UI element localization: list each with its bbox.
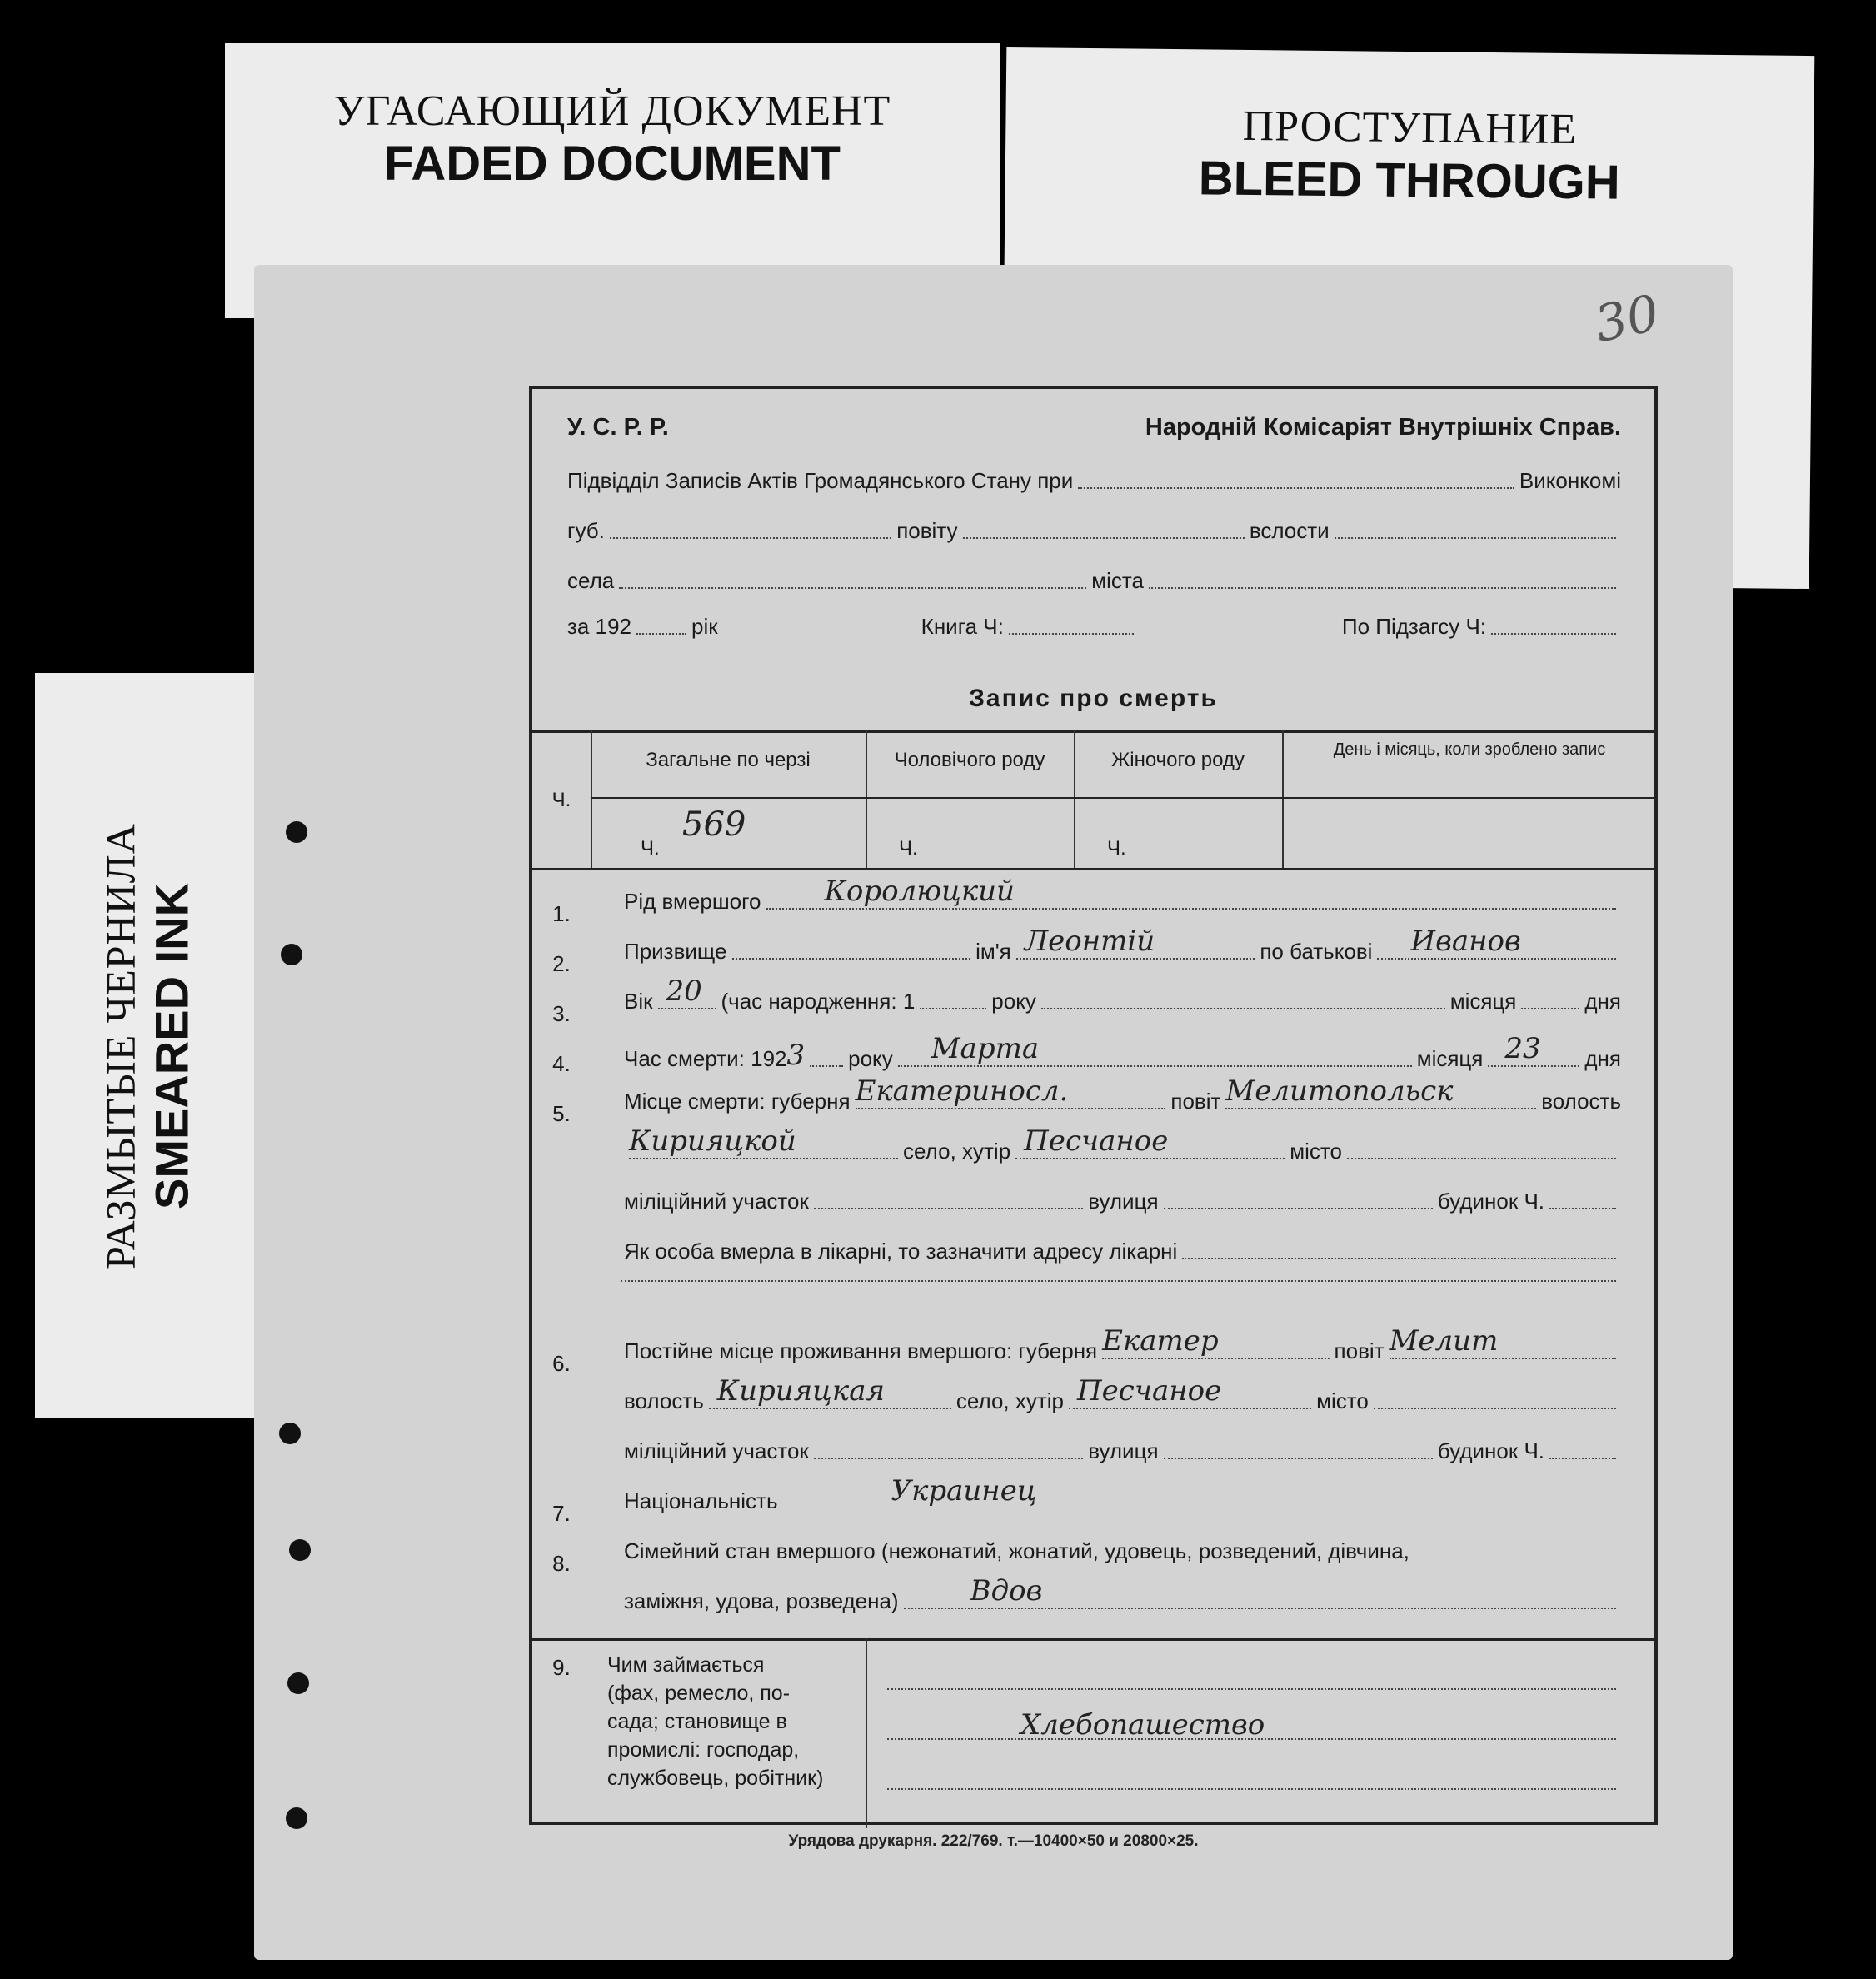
age-value: 20 [666,975,702,1008]
death-city-label: місто [1290,1139,1342,1164]
col-general: Загальне по черзі [646,749,811,771]
surname-value: Королюцкий [824,875,1015,908]
col-record-date: День і місяць, коли зроблено запис [1333,740,1606,759]
death-volost-value: Кирияцкой [629,1124,796,1158]
residence-house-label: будинок Ч. [1437,1438,1545,1463]
name-label: ім'я [975,939,1011,964]
form-title: Запис про смерть [969,685,1218,712]
row-number: 6. [552,1351,571,1376]
death-village-label: село, хутір [903,1139,1011,1164]
marital-value: Вдов [970,1574,1043,1608]
ussr-header: У. С. Р. Р. [567,414,669,441]
subdivision-label: Підвідділ Записів Актів Громадянського Стану при [567,468,1074,493]
faded-label-ru: УГАСАЮЩИЙ ДОКУМЕНТ [333,87,891,135]
record-number: 569 [682,805,746,844]
residence-volost-label: волость [624,1388,704,1413]
col-female: Жіночого роду [1111,749,1245,771]
punch-hole [281,944,302,965]
book-label: Книга Ч: [921,614,1004,639]
patronymic-label: по батькові [1260,939,1373,964]
occupation-value: Хлебопашество [1020,1708,1265,1742]
row-number: 1. [552,901,571,926]
birth-day-label: дня [1584,989,1621,1014]
row-number: 7. [552,1501,571,1526]
residence-gubernia-value: Екатер [1102,1324,1219,1358]
death-street-label: вулиця [1088,1189,1159,1214]
birth-year-label: року [991,989,1036,1014]
death-house-label: будинок Ч. [1437,1189,1545,1214]
punch-hole [279,1423,301,1444]
nationality-value: Украинец [891,1474,1037,1508]
col-male: Чоловічого роду [894,749,1045,771]
row-number: 4. [552,1051,571,1076]
death-place-label: Місце смерти: губерня [624,1089,851,1114]
bleed-label-en: BLEED THROUGH [1198,151,1620,210]
residence-street-label: вулиця [1088,1438,1159,1463]
row-number: 9. [552,1655,571,1680]
residence-militia-label: міліційний участок [624,1438,809,1463]
death-village-value: Песчаное [1024,1124,1169,1158]
rik-label: рік [691,614,718,639]
residence-povit-value: Мелит [1389,1324,1499,1358]
row-number: 5. [552,1101,571,1126]
bleed-label-ru: ПРОСТУПАНИЕ [1242,102,1578,154]
death-month-label: місяця [1416,1046,1484,1071]
ch-label: Ч. [641,837,660,860]
death-day-value: 23 [1504,1032,1541,1065]
death-record-form [529,386,1658,1825]
printer-imprint: Урядова друкарня. 222/769. т.—10400×50 и 20800×25. [788,1832,1199,1850]
table-n-label: Ч. [551,789,571,811]
death-day-label: дня [1584,1046,1621,1071]
death-month-value: Марта [931,1032,1040,1065]
smeared-label-ru: РАЗМЫТЫЕ ЧЕРНИЛА [97,822,144,1269]
punch-hole [286,821,307,843]
marital-label-2: заміжня, удова, розведена) [624,1588,899,1613]
birth-label: (час народження: 1 [721,989,916,1014]
faded-label-en: FADED DOCUMENT [384,137,841,191]
row-number: 8. [552,1551,571,1576]
punch-hole [286,1807,307,1829]
death-year-digit: 3 [786,1039,806,1072]
residence-volost-value: Кирияцкая [716,1374,885,1408]
death-year-label: року [848,1046,893,1071]
occupation-label: Чим займається (фах, ремесло, по- сада; становище в промислі: господар, службовець, робітник) [607,1653,824,1790]
residence-povit-label: повіт [1334,1338,1385,1363]
death-volost-label: волость [1541,1089,1621,1114]
residence-village-value: Песчаное [1077,1374,1222,1408]
year-label: за 192 [567,614,631,639]
name-value: Леонтій [1024,925,1155,958]
death-gubernia-value: Екатериносл. [855,1074,1069,1108]
row-number: 2. [552,951,571,976]
hospital-label: Як особа вмерла в лікарні, то зазначити адресу лікарні [624,1239,1178,1264]
death-militia-label: міліційний участок [624,1189,809,1214]
punch-hole [287,1672,309,1694]
gubernia-label: губ. [567,518,605,543]
surname-label: Призвище [624,939,727,964]
ch-label: Ч. [1107,837,1126,860]
residence-village-label: село, хутір [955,1388,1065,1413]
surname-family-label: Рід вмершого [624,889,761,914]
povit-label: повіту [896,518,958,543]
smeared-ink-label [35,673,260,1418]
volost-label: вслости [1249,518,1330,543]
marital-label: Сімейний стан вмершого (нежонатий, жонатий, удовець, розведений, дівчина, [624,1538,1409,1563]
nationality-label: Національність [624,1488,778,1513]
city-label: міста [1091,568,1144,593]
smeared-label-en: SMEARED INK [145,882,198,1209]
ch-label: Ч. [899,837,918,860]
age-label: Вік [624,989,653,1014]
patronymic-value: Иванов [1410,925,1521,958]
commissariat-header: Народній Комісаріят Внутрішніх Справ. [1145,414,1621,441]
executive-label: Виконкомі [1519,468,1621,493]
death-povit-value: Мелитопольск [1225,1074,1454,1108]
subzags-label: По Підзагсу Ч: [1341,614,1486,639]
punch-hole [289,1539,311,1561]
death-time-label: Час смерти: 192 [624,1046,787,1071]
row-number: 3. [552,1001,571,1026]
birth-month-label: місяця [1449,989,1517,1014]
page-number: 30 [1589,283,1664,355]
residence-label: Постійне місце проживання вмершого: губерня [624,1338,1098,1363]
village-label: села [567,568,615,593]
residence-city-label: місто [1316,1388,1369,1413]
death-povit-label: повіт [1170,1089,1221,1114]
document-page [254,265,1733,1960]
